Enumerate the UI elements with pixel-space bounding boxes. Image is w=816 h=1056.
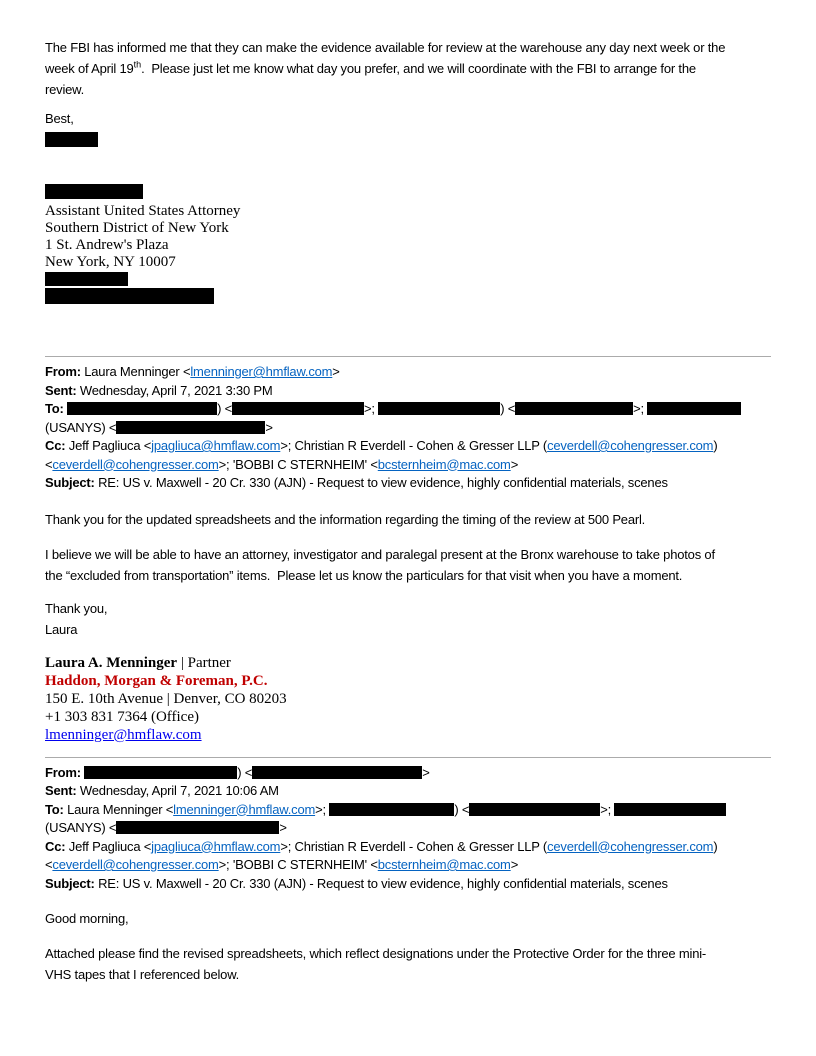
header-from-line: From: Laura Menninger <lmenninger@hmflaw.com> xyxy=(45,364,340,379)
email-link[interactable]: bcsternheim@mac.com xyxy=(377,456,511,472)
redaction-recipient-email xyxy=(469,803,600,816)
email-link[interactable]: ceverdell@cohengresser.com xyxy=(52,857,219,872)
paragraph-line: Thank you for the updated spreadsheets and the information regarding the timing of the review at 500 Pearl. xyxy=(45,511,646,527)
ausa-signature-block xyxy=(45,203,771,304)
redaction-recipient-name xyxy=(329,803,454,816)
email-link[interactable]: lmenninger@hmflaw.com xyxy=(45,726,202,743)
signature-address-line2: New York, NY 10007 xyxy=(45,254,176,270)
signature-title: Assistant United States Attorney xyxy=(45,203,241,219)
menninger-signature-block xyxy=(45,654,771,744)
cc-label: Cc: xyxy=(45,438,69,453)
redaction-sender-email xyxy=(252,766,422,779)
email-link[interactable]: lmenninger@hmflaw.com xyxy=(173,801,316,817)
closing-best: Best, xyxy=(45,111,74,126)
sent-label: Sent: xyxy=(45,382,80,398)
header-from-line: From: ) < > xyxy=(45,764,430,780)
email-link[interactable]: lmenninger@hmflaw.com xyxy=(190,364,333,379)
header-to-line: To: ) < >; ) < >; xyxy=(45,400,771,419)
signoff-name: Laura xyxy=(45,621,78,637)
header-subject-line: Subject: RE: US v. Maxwell - 20 Cr. 330 (AJN) - Request to view evidence, highly confidential materials, scenes xyxy=(45,475,668,490)
divider-rule xyxy=(45,757,771,758)
email-link[interactable]: ceverdell@cohengresser.com xyxy=(52,456,219,472)
email-header-menninger xyxy=(45,363,771,493)
from-label: From: xyxy=(45,764,85,780)
email-header-ausa xyxy=(45,764,771,894)
redaction-signature-name xyxy=(45,184,143,199)
header-cc-line: Cc: Jeff Pagliuca <jpagliuca@hmflaw.com>; Christian R Everdell - Cohen & Gresser LLP (ceverdell@cohengresser.com) xyxy=(45,438,718,453)
email-link[interactable]: ceverdell@cohengresser.com xyxy=(547,438,714,453)
signature-org: Southern District of New York xyxy=(45,220,229,236)
header-sent-line: Sent: Wednesday, April 7, 2021 3:30 PM xyxy=(45,382,273,398)
to-label: To: xyxy=(45,801,68,817)
signature-name-title: Laura A. Menninger | Partner xyxy=(45,654,231,671)
paragraph-line: week of April 19th. Please just let me know what day you prefer, and we will coordinate with the FBI to arrange for the xyxy=(45,59,696,76)
subject-label: Subject: xyxy=(45,875,99,891)
header-to-line2: (USANYS) < > xyxy=(45,820,287,835)
message-menninger-body xyxy=(45,509,771,640)
closing-thank-you: Thank you, xyxy=(45,600,108,616)
redaction-signature-phone xyxy=(45,272,128,286)
paragraph-line: the “excluded from transportation” items. Please let us know the particulars for that visit when you have a moment. xyxy=(45,567,683,583)
sent-label: Sent: xyxy=(45,783,80,798)
redaction-sender-name xyxy=(84,766,237,779)
greeting: Good morning, xyxy=(45,911,129,926)
signature-phone: +1 303 831 7364 (Office) xyxy=(45,708,199,725)
header-to-line2: (USANYS) < > xyxy=(45,419,273,435)
header-cc-line: Cc: Jeff Pagliuca <jpagliuca@hmflaw.com>; Christian R Everdell - Cohen & Gresser LLP (ceverdell@cohengresser.com) xyxy=(45,838,718,854)
redaction-recipient-name xyxy=(647,402,741,415)
signature-email-line xyxy=(45,726,771,744)
divider-rule xyxy=(45,356,771,357)
redaction-recipient-name xyxy=(614,803,726,816)
paragraph-line: I believe we will be able to have an attorney, investigator and paralegal present at the Bronx warehouse to take photos of xyxy=(45,546,715,562)
header-to-line: To: Laura Menninger <lmenninger@hmflaw.com>; ) < >; xyxy=(45,801,771,820)
redaction-sender-first-name xyxy=(45,132,98,147)
redaction-recipient-email xyxy=(232,402,364,415)
redaction-recipient-email xyxy=(116,821,279,834)
header-cc-line2: <ceverdell@cohengresser.com>; 'BOBBI C STERNHEIM' <bcsternheim@mac.com> xyxy=(45,456,519,472)
email-link[interactable]: ceverdell@cohengresser.com xyxy=(547,838,714,854)
redaction-recipient-email xyxy=(116,421,265,434)
redaction-recipient-email xyxy=(515,402,633,415)
from-label: From: xyxy=(45,364,85,379)
paragraph-line: VHS tapes that I referenced below. xyxy=(45,967,240,982)
paragraph-line: review. xyxy=(45,82,85,97)
email-link[interactable]: bcsternheim@mac.com xyxy=(377,857,511,872)
header-sent-line: Sent: Wednesday, April 7, 2021 10:06 AM xyxy=(45,783,279,798)
to-label: To: xyxy=(45,401,68,416)
signature-firm-name: Haddon, Morgan & Foreman, P.C. xyxy=(45,672,268,689)
message-ausa-body xyxy=(45,908,771,985)
signature-name: Laura A. Menninger xyxy=(45,654,178,671)
paragraph-line: Attached please find the revised spreadsheets, which reflect designations under the Protective Order for the three mini- xyxy=(45,946,707,961)
message-top-body xyxy=(45,37,771,199)
header-cc-line2: <ceverdell@cohengresser.com>; 'BOBBI C STERNHEIM' <bcsternheim@mac.com> xyxy=(45,857,519,872)
redaction-signature-email xyxy=(45,288,214,304)
redaction-recipient-name xyxy=(67,402,217,415)
redaction-recipient-name xyxy=(378,402,500,415)
email-link[interactable]: jpagliuca@hmflaw.com xyxy=(151,838,281,854)
signature-address-line1: 1 St. Andrew's Plaza xyxy=(45,237,169,253)
subject-label: Subject: xyxy=(45,475,99,490)
header-subject-line: Subject: RE: US v. Maxwell - 20 Cr. 330 (AJN) - Request to view evidence, highly confidential materials, scenes xyxy=(45,875,668,891)
cc-label: Cc: xyxy=(45,838,69,854)
signature-address: 150 E. 10th Avenue | Denver, CO 80203 xyxy=(45,690,287,707)
ordinal-superscript: th xyxy=(133,59,142,70)
paragraph-line: The FBI has informed me that they can make the evidence available for review at the warehouse any day next week or the xyxy=(45,40,726,55)
email-link[interactable]: jpagliuca@hmflaw.com xyxy=(151,438,281,453)
